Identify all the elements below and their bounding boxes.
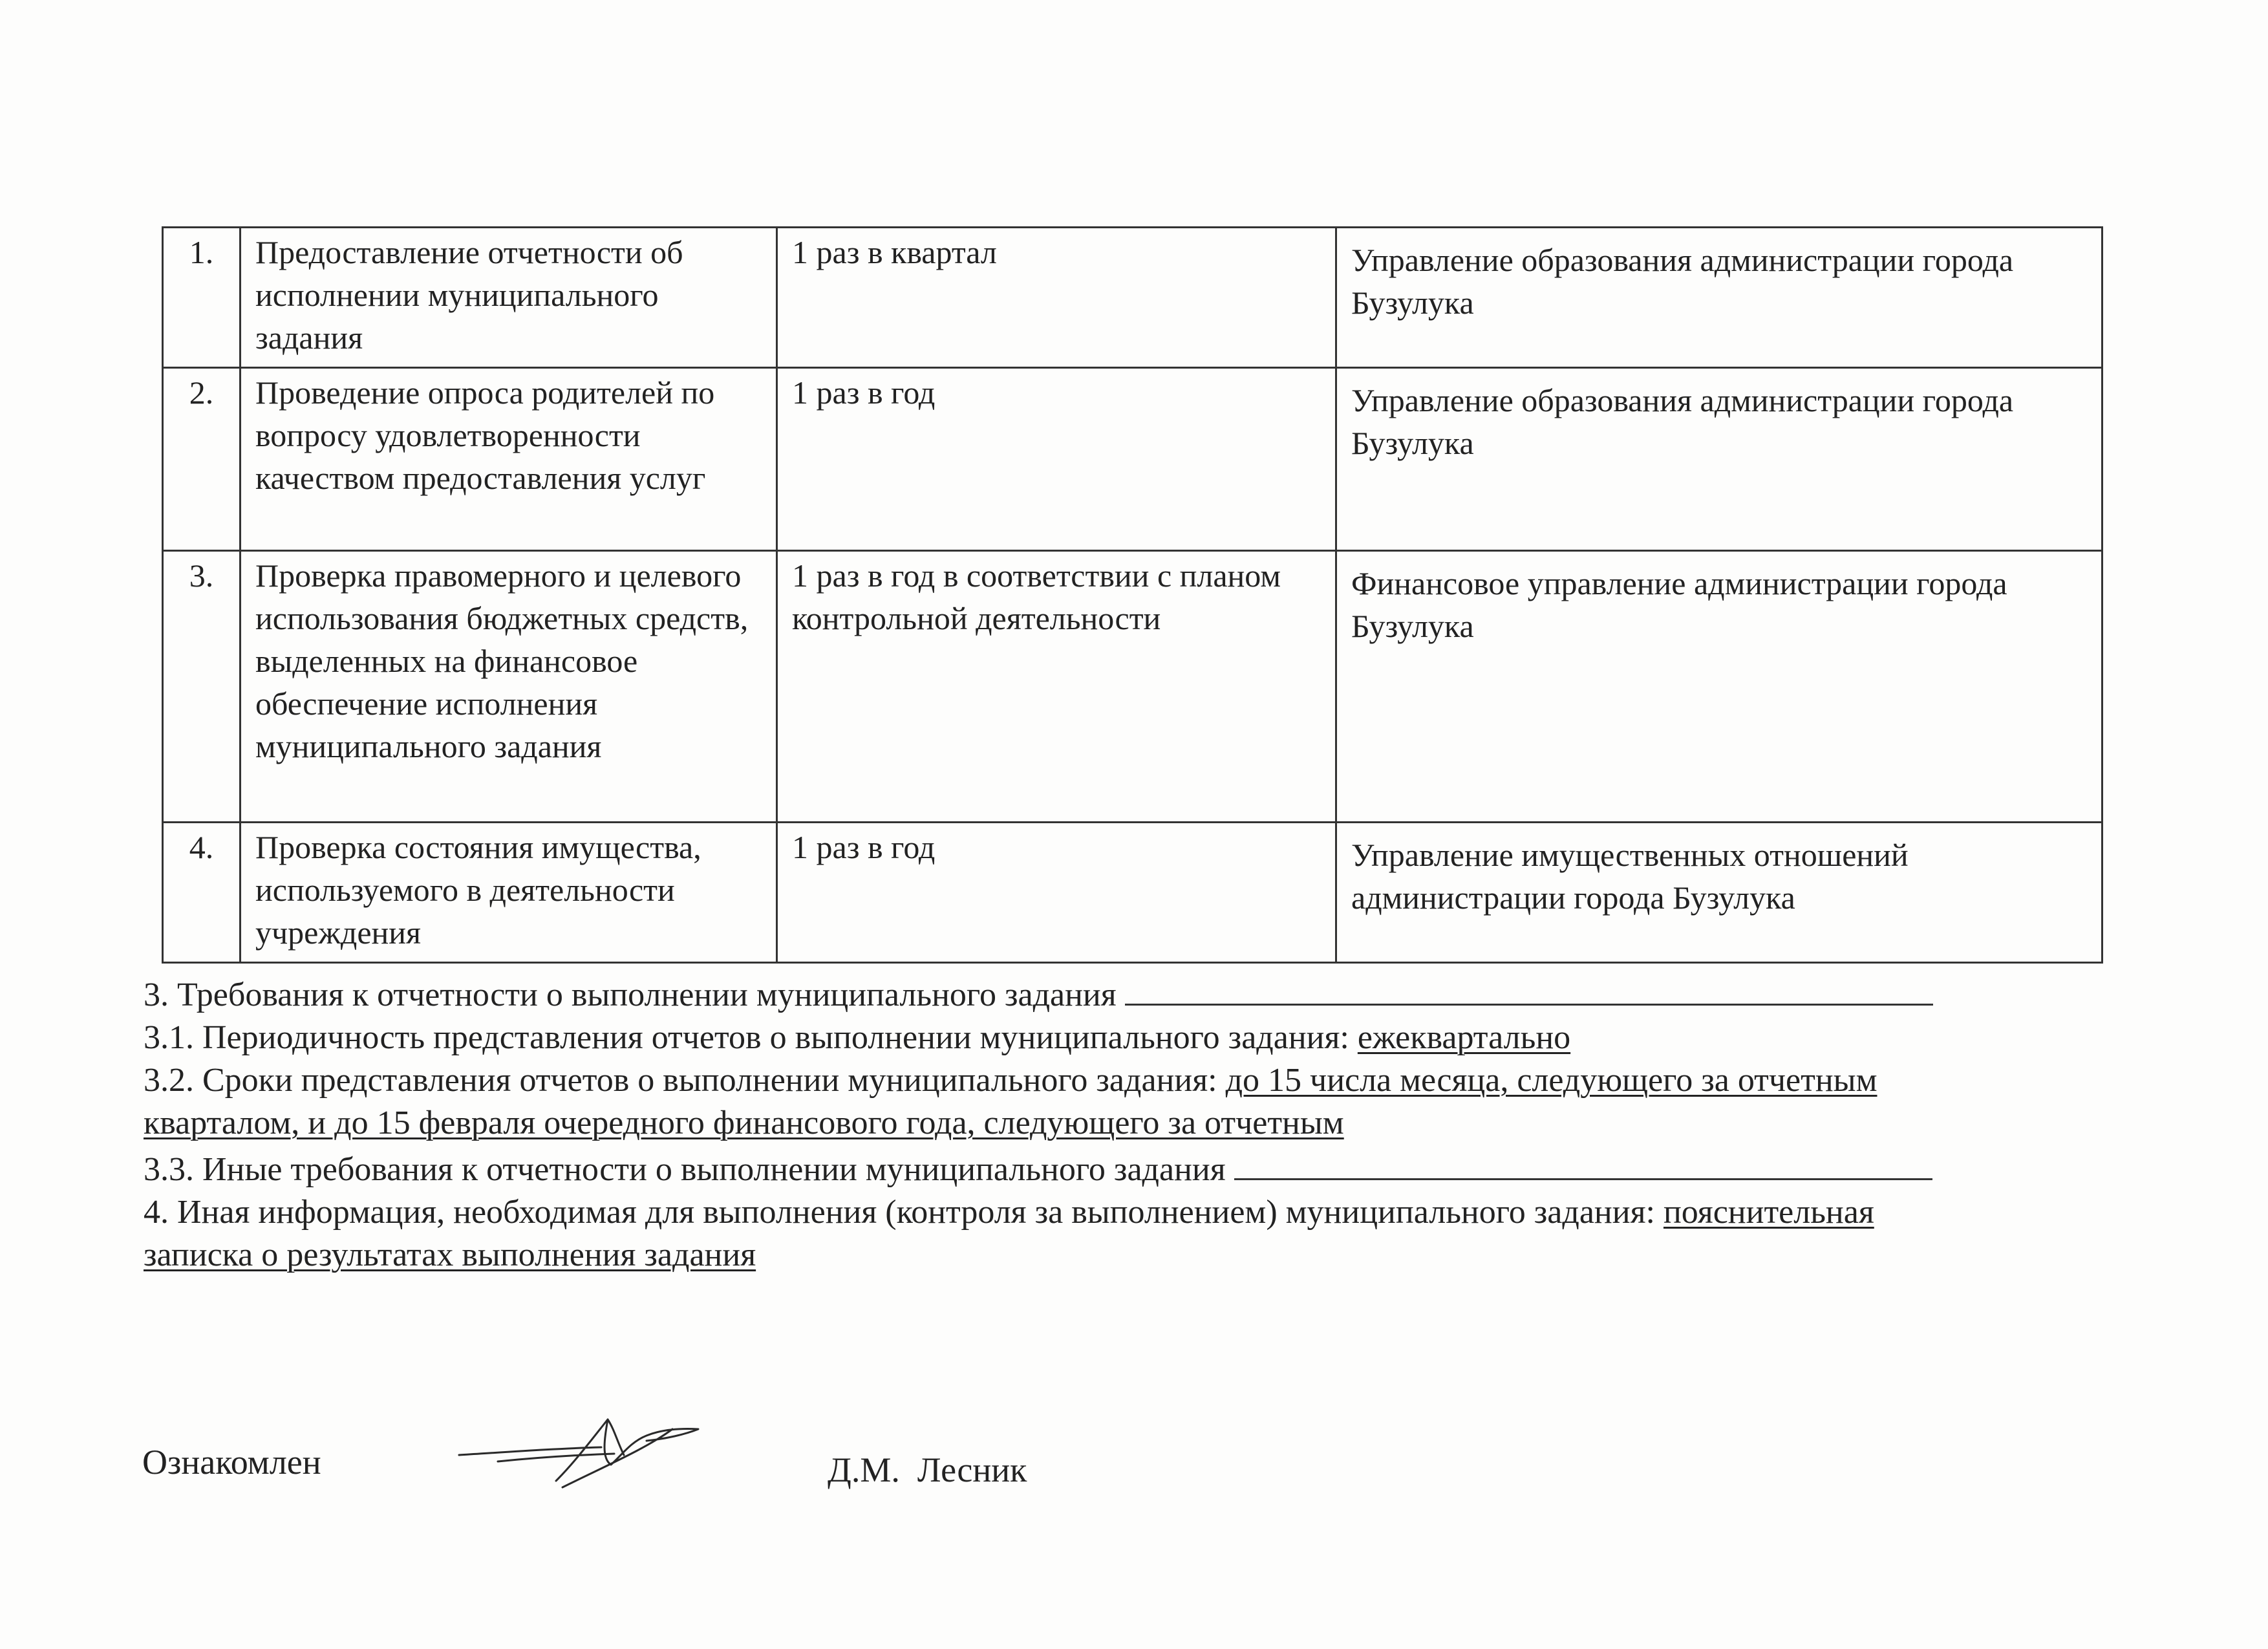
- requirement-3-3: [144, 1145, 2122, 1191]
- requirement-3-1: [144, 1017, 2122, 1059]
- table-row: [163, 551, 2102, 823]
- frequency-cell: 1 раз в год: [777, 823, 1336, 963]
- requirement-3-text: 3. Требования к отчетности о выполнении муниципального задания: [144, 976, 1117, 1013]
- frequency-cell: 1 раз в квартал: [777, 228, 1336, 368]
- authority-cell: Финансовое управление администрации города Бузулука: [1336, 551, 2102, 823]
- requirement-4-value-line1: пояснительная: [1663, 1194, 1874, 1231]
- frequency-cell: 1 раз в год в соответствии с планом контрольной деятельности: [777, 551, 1336, 823]
- handwritten-signature: [453, 1390, 724, 1494]
- requirement-4-value-line2: записка о результатах выполнения задания: [144, 1236, 756, 1273]
- frequency-cell: 1 раз в год: [777, 368, 1336, 551]
- control-form-cell: Проведение опроса родителей по вопросу удовлетворенности качеством предоставления услуг: [241, 368, 777, 551]
- authority-cell: Управление имущественных отношений администрации города Бузулука: [1336, 823, 2102, 963]
- row-number: 2.: [163, 368, 241, 551]
- requirement-4-continued: [144, 1234, 2122, 1277]
- requirement-3-2-continued: [144, 1102, 2122, 1145]
- requirement-3-2-value-line1: до 15 числа месяца, следующего за отчетным: [1225, 1062, 1878, 1099]
- blank-fill-line: [1125, 970, 1933, 1006]
- requirement-3-2-value-line2: кварталом, и до 15 февраля очередного финансового года, следующего за отчетным: [144, 1105, 1344, 1141]
- control-form-cell: Проверка состояния имущества, используемого в деятельности учреждения: [241, 823, 777, 963]
- signer-name: Д.М. Лесник: [828, 1450, 1027, 1489]
- authority-cell: Управление образования администрации города Бузулука: [1336, 368, 2102, 551]
- table-row: [163, 823, 2102, 963]
- blank-fill-line: [1234, 1145, 1932, 1180]
- row-number: 4.: [163, 823, 241, 963]
- requirement-3-2: [144, 1059, 2122, 1102]
- requirement-4-label: 4. Иная информация, необходимая для выполнения (контроля за выполнением) муниципального задания:: [144, 1194, 1655, 1231]
- requirement-3-3-text: 3.3. Иные требования к отчетности о выполнении муниципального задания: [144, 1151, 1226, 1188]
- table-row: [163, 228, 2102, 368]
- control-forms-table: [162, 226, 2103, 964]
- acknowledged-label: Ознакомлен: [142, 1443, 321, 1482]
- control-form-cell: Предоставление отчетности об исполнении муниципального задания: [241, 228, 777, 368]
- requirement-3-1-label: 3.1. Периодичность представления отчетов о выполнении муниципального задания:: [144, 1019, 1349, 1056]
- reporting-requirements: [144, 970, 2122, 1277]
- requirement-3-2-label: 3.2. Сроки представления отчетов о выполнении муниципального задания:: [144, 1062, 1217, 1099]
- table-row: [163, 368, 2102, 551]
- row-number: 1.: [163, 228, 241, 368]
- row-number: 3.: [163, 551, 241, 823]
- control-form-cell: Проверка правомерного и целевого использования бюджетных средств, выделенных на финансовое обеспечение исполнения муниципального задания: [241, 551, 777, 823]
- requirement-3-1-value: ежеквартально: [1357, 1019, 1571, 1056]
- authority-cell: Управление образования администрации города Бузулука: [1336, 228, 2102, 368]
- requirement-4: [144, 1191, 2122, 1234]
- requirement-3: [144, 970, 2122, 1017]
